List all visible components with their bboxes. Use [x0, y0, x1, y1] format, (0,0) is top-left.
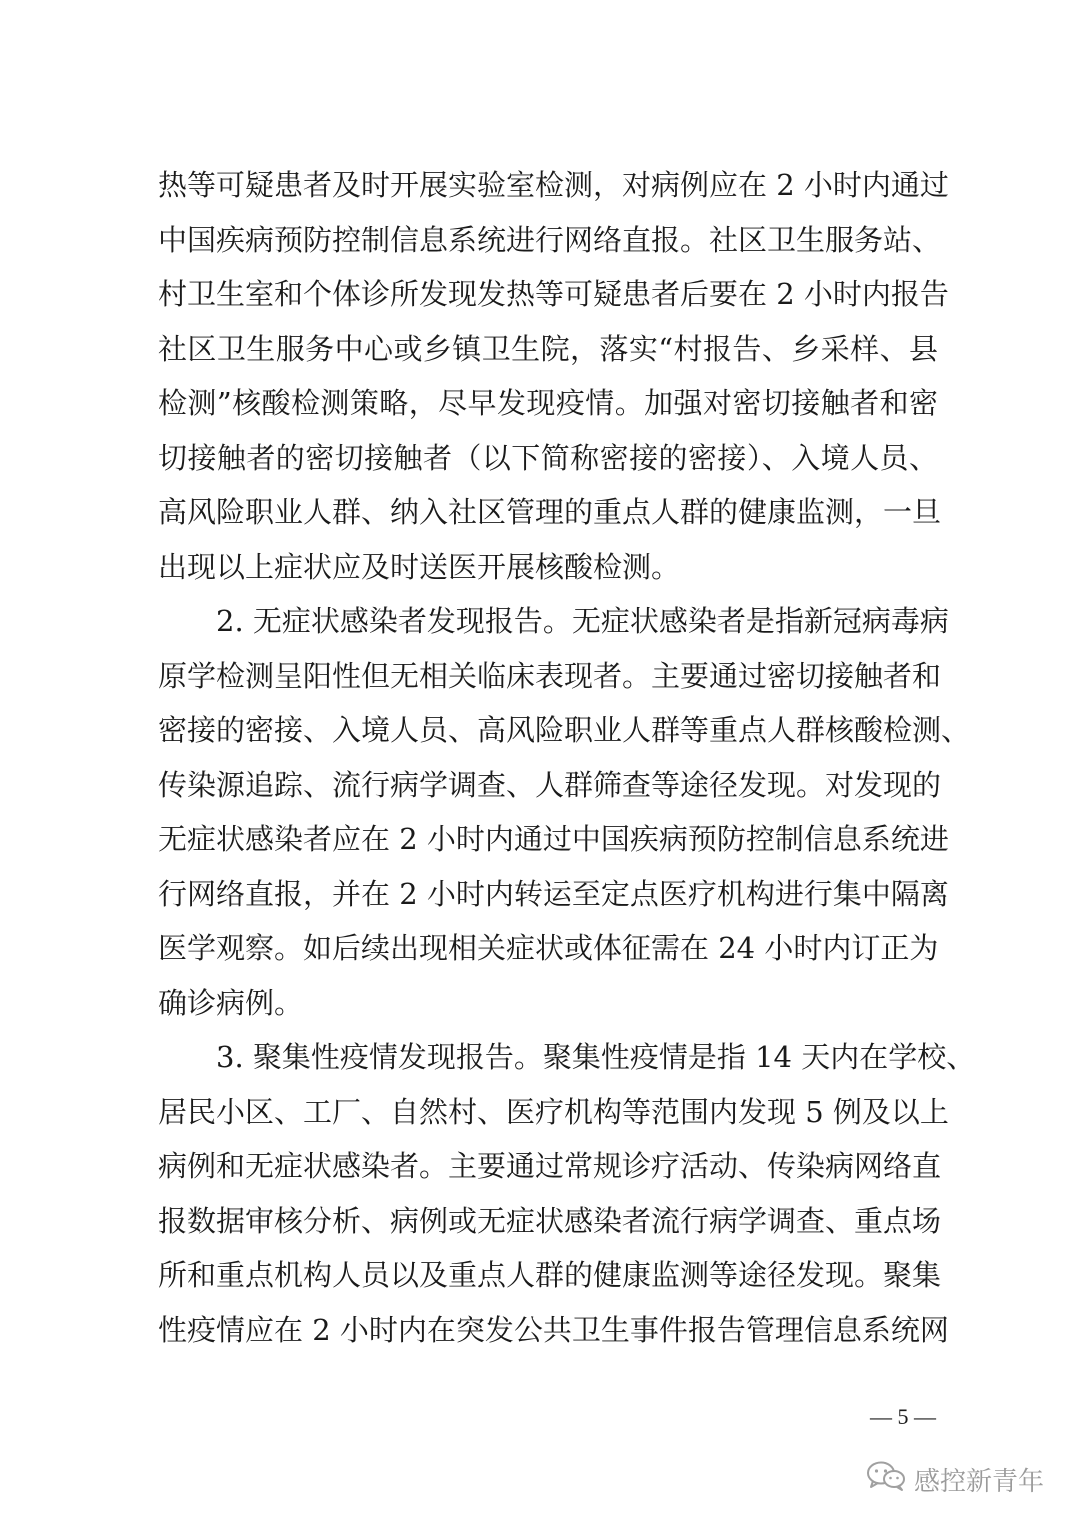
- text-line: 传染源追踪、流行病学调查、人群筛查等途径发现。对发现的: [158, 767, 942, 802]
- watermark-text: 感控新青年: [913, 1467, 1044, 1497]
- text-line: 无症状感染者应在 2 小时内通过中国疾病预防控制信息系统进: [158, 822, 949, 856]
- page-number: — 5 —: [870, 1404, 936, 1429]
- text-line: 居民小区、工厂、自然村、医疗机构等范围内发现 5 例及以上: [158, 1094, 949, 1129]
- text-line: 密接的密接、入境人员、高风险职业人群等重点人群核酸检测、: [158, 713, 971, 747]
- wechat-icon: [866, 1460, 906, 1499]
- text-line: 出现以上症状应及时送医开展核酸检测。: [158, 549, 681, 584]
- text-line: 所和重点机构人员以及重点人群的健康监测等途径发现。聚集: [158, 1258, 942, 1292]
- text-line: 原学检测呈阳性但无相关临床表现者。主要通过密切接触者和: [158, 658, 942, 693]
- text-line: 村卫生室和个体诊所发现发热等可疑患者后要在 2 小时内报告: [158, 277, 949, 311]
- text-line: 高风险职业人群、纳入社区管理的重点人群的健康监测，一旦: [158, 495, 942, 529]
- text-line: 性疫情应在 2 小时内在突发公共卫生事件报告管理信息系统网: [158, 1312, 949, 1347]
- text-line: 行网络直报，并在 2 小时内转运至定点医疗机构进行集中隔离: [158, 876, 949, 911]
- text-line: 中国疾病预防控制信息系统进行网络直报。社区卫生服务站、: [158, 222, 942, 257]
- text-line: 2. 无症状感染者发现报告。无症状感染者是指新冠病毒病: [216, 604, 949, 638]
- text-line: 热等可疑患者及时开展实验室检测，对病例应在 2 小时内通过: [158, 168, 949, 202]
- watermark: [866, 1460, 1044, 1499]
- text-line: 报数据审核分析、病例或无症状感染者流行病学调查、重点场: [158, 1203, 942, 1238]
- text-line: 病例和无症状感染者。主要通过常规诊疗活动、传染病网络直: [158, 1149, 942, 1183]
- text-line: 3. 聚集性疫情发现报告。聚集性疫情是指 14 天内在学校、: [216, 1040, 976, 1074]
- text-line: 检测”核酸检测策略，尽早发现疫情。加强对密切接触者和密: [158, 386, 938, 420]
- text-line: 确诊病例。: [158, 985, 304, 1020]
- body-text: [158, 158, 976, 1357]
- text-line: 切接触者的密切接触者（以下简称密接的密接）、入境人员、: [158, 440, 938, 475]
- text-line: 社区卫生服务中心或乡镇卫生院，落实“村报告、乡采样、县: [158, 331, 938, 366]
- text-line: 医学观察。如后续出现相关症状或体征需在 24 小时内订正为: [158, 931, 939, 965]
